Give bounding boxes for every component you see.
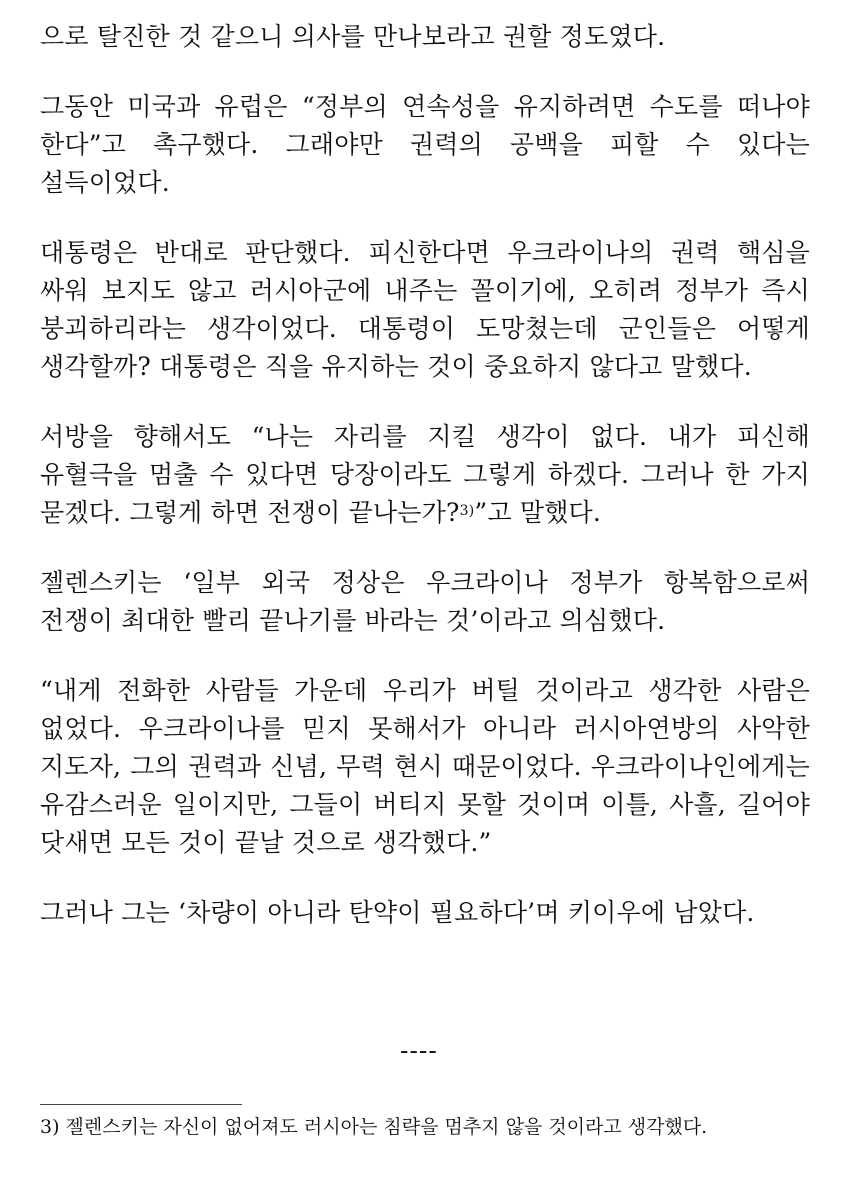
footnote-rule	[40, 1104, 242, 1105]
paragraph-4-text-before: 서방을 향해서도 “나는 자리를 지킬 생각이 없다. 내가 피신해 유혈극을 멈출 수 있다면 당장이라도 그렇게 하겠다. 그러나 한 가지 묻겠다. 그렇게 하면 전쟁이 끝나는가?	[40, 422, 810, 527]
paragraph-7: 그러나 그는 ‘차량이 아니라 탄약이 필요하다’며 키이우에 남았다.	[40, 898, 755, 927]
paragraph-5: 젤렌스키는 ‘일부 외국 정상은 우크라이나 정부가 항복함으로써 전쟁이 최대한 빨리 끝나기를 바라는 것’이라고 의심했다.	[40, 568, 810, 635]
footnote-reference: 3)	[459, 503, 475, 519]
paragraph-3: 대통령은 반대로 판단했다. 피신한다면 우크라이나의 권력 핵심을 싸워 보지도 않고 러시아군에 내주는 꼴이기에, 오히려 정부가 즉시 붕괴하리라는 생각이었다. 대통령이 도망쳤는데 군인들은 어떻게 생각할까? 대통령은 직을 유지하는 것이 중요하지 않다고 말했다.	[40, 238, 810, 381]
paragraph-6: “내게 전화한 사람들 가운데 우리가 버틸 것이라고 생각한 사람은 없었다. 우크라이나를 믿지 못해서가 아니라 러시아연방의 사악한 지도자, 그의 권력과 신념, 무력 현시 때문이었다. 우크라이나인에게는 유감스러운 일이지만, 그들이 버티지 못할 것이며 이틀, 사흘, 길어야 닷새면 모든 것이 끝날 것으로 생각했다.”	[40, 676, 810, 857]
paragraph-gap	[40, 862, 810, 894]
paragraph-gap	[40, 56, 810, 88]
paragraph-4	[40, 418, 810, 532]
paragraph-gap	[40, 202, 810, 234]
section-divider: ----	[400, 1036, 438, 1065]
paragraph-gap	[40, 532, 810, 564]
document-body	[40, 18, 810, 932]
paragraph-4-text-after: ”고 말했다.	[474, 498, 602, 527]
paragraph-gap	[40, 640, 810, 672]
paragraph-1: 으로 탈진한 것 같으니 의사를 만나보라고 권할 정도였다.	[40, 22, 666, 51]
paragraph-gap	[40, 386, 810, 418]
footnote-text: 3) 젤렌스키는 자신이 없어져도 러시아는 침략을 멈추지 않을 것이라고 생각했다.	[40, 1116, 708, 1138]
paragraph-2: 그동안 미국과 유럽은 “정부의 연속성을 유지하려면 수도를 떠나야 한다”고 촉구했다. 그래야만 권력의 공백을 피할 수 있다는 설득이었다.	[40, 92, 810, 197]
